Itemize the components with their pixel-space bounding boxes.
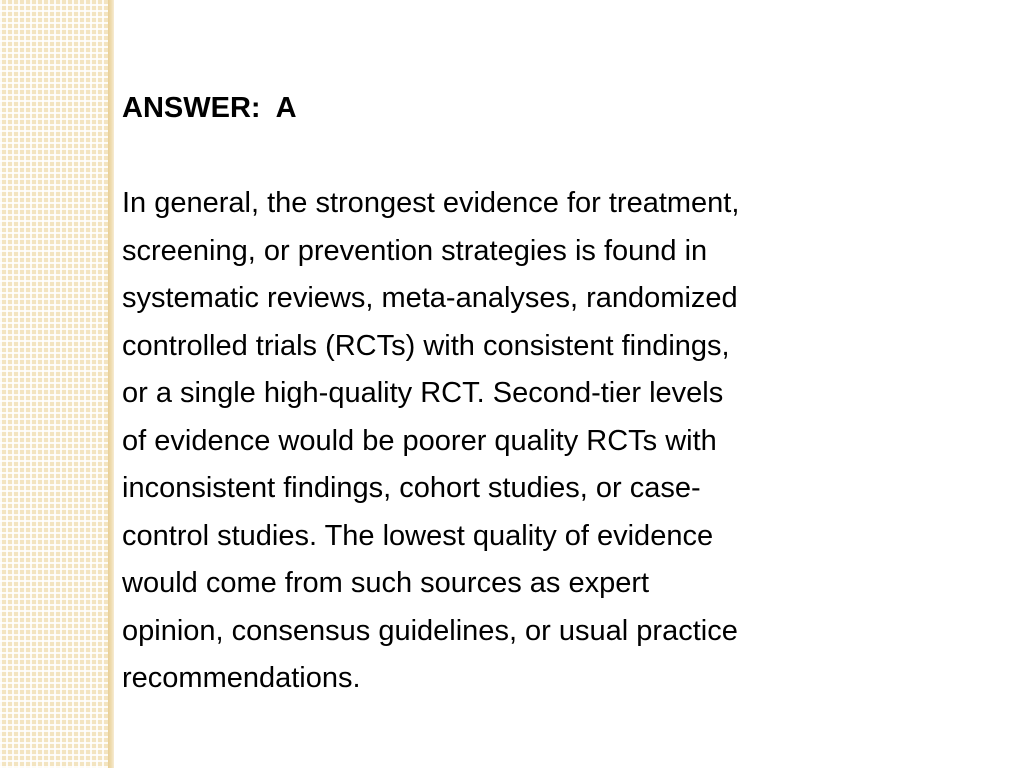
- decorative-side-strip: [0, 0, 108, 768]
- explanation-line: inconsistent findings, cohort studies, or case-: [122, 472, 701, 504]
- answer-explanation: [122, 180, 1002, 703]
- explanation-line: recommendations.: [122, 662, 361, 694]
- explanation-line: of evidence would be poorer quality RCTs with: [122, 424, 717, 457]
- explanation-line: In general, the strongest evidence for treatment,: [122, 187, 740, 219]
- explanation-line: screening, or prevention strategies is found in: [122, 234, 708, 267]
- explanation-line: opinion, consensus guidelines, or usual practice: [122, 614, 738, 647]
- explanation-line: would come from such sources as expert: [122, 567, 650, 599]
- explanation-line: systematic reviews, meta-analyses, randomized: [122, 282, 738, 314]
- slide-content: [122, 84, 1002, 703]
- explanation-line: controlled trials (RCTs) with consistent findings,: [122, 329, 730, 362]
- side-strip-edge: [108, 0, 114, 768]
- explanation-line: or a single high-quality RCT. Second-tier levels: [122, 377, 724, 409]
- explanation-line: control studies. The lowest quality of evidence: [122, 519, 714, 552]
- answer-heading: ANSWER: A: [122, 92, 297, 124]
